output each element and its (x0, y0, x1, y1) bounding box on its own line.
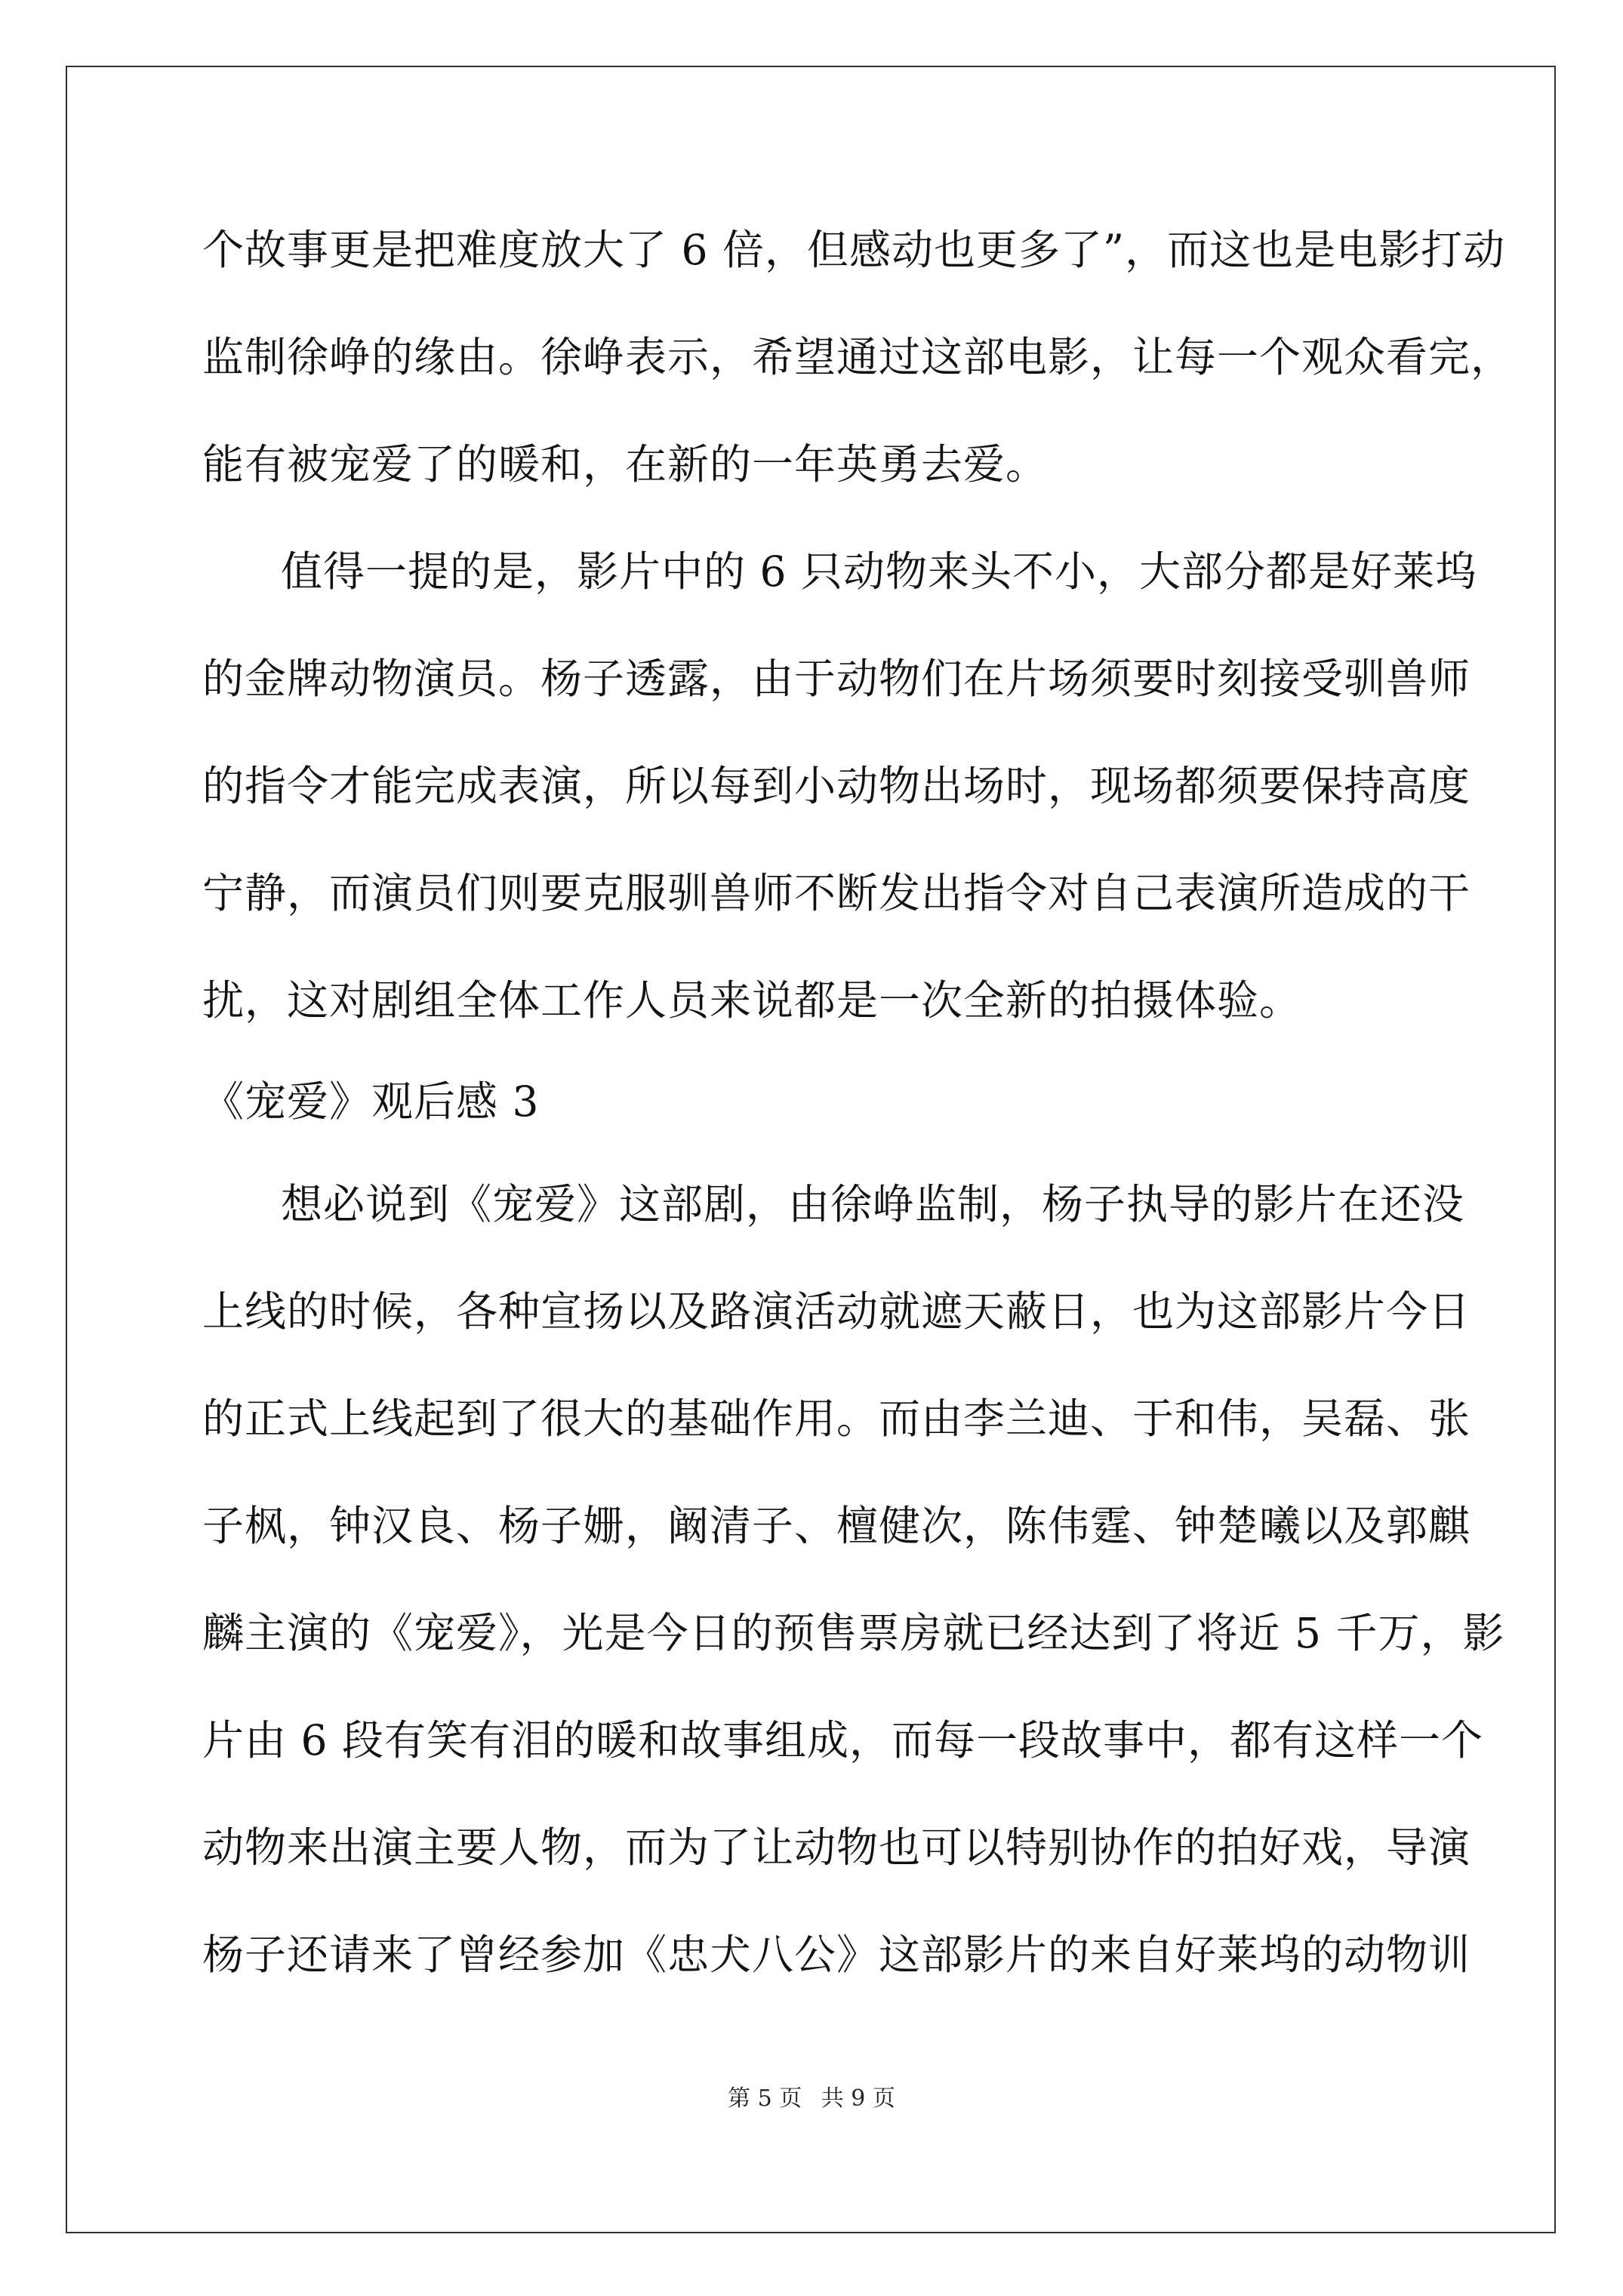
text-line: 个故事更是把难度放大了 6 倍，但感动也更多了”，而这也是电影打动 (202, 226, 1506, 274)
page-total: 共 9 页 (821, 2085, 895, 2112)
text-line: 的指令才能完成表演，所以每到小动物出场时，现场都须要保持高度 (202, 762, 1471, 810)
text-line: 宁静，而演员们则要克服驯兽师不断发出指令对自己表演所造成的干 (202, 869, 1471, 917)
page-footer (0, 2079, 1623, 2113)
text-line: 子枫，钟汉良、杨子姗，阚清子、檀健次，陈伟霆、钟楚曦以及郭麒 (202, 1502, 1471, 1550)
section-heading: 《宠爱》观后感 3 (202, 1077, 540, 1126)
page-border (66, 66, 1556, 2233)
text-line: 的正式上线起到了很大的基础作用。而由李兰迪、于和伟，吴磊、张 (202, 1395, 1471, 1443)
text-line: 杨子还请来了曾经参加《忠犬八公》这部影片的来自好莱坞的动物训 (202, 1931, 1471, 1979)
text-line: 监制徐峥的缘由。徐峥表示，希望通过这部电影，让每一个观众看完， (202, 333, 1514, 381)
text-line: 的金牌动物演员。杨子透露，由于动物们在片场须要时刻接受驯兽师 (202, 655, 1471, 703)
text-line: 片由 6 段有笑有泪的暖和故事组成，而每一段故事中，都有这样一个 (202, 1716, 1483, 1764)
text-line: 动物来出演主要人物，而为了让动物也可以特别协作的拍好戏，导演 (202, 1823, 1471, 1872)
text-line: 麟主演的《宠爱》，光是今日的预售票房就已经达到了将近 5 千万，影 (202, 1609, 1505, 1657)
text-line: 扰，这对剧组全体工作人员来说都是一次全新的拍摄体验。 (202, 976, 1302, 1025)
page-number: 第 5 页 (728, 2085, 802, 2112)
text-line: 上线的时候，各种宣扬以及路演活动就遮天蔽日，也为这部影片今日 (202, 1287, 1471, 1336)
paragraph-start-line: 值得一提的是，影片中的 6 只动物来头不小，大部分都是好莱坞 (281, 547, 1477, 596)
text-line: 能有被宠爱了的暖和，在新的一年英勇去爱。 (202, 440, 1049, 488)
paragraph-start-line: 想必说到《宠爱》这部剧，由徐峥监制，杨子执导的影片在还没 (281, 1180, 1465, 1228)
